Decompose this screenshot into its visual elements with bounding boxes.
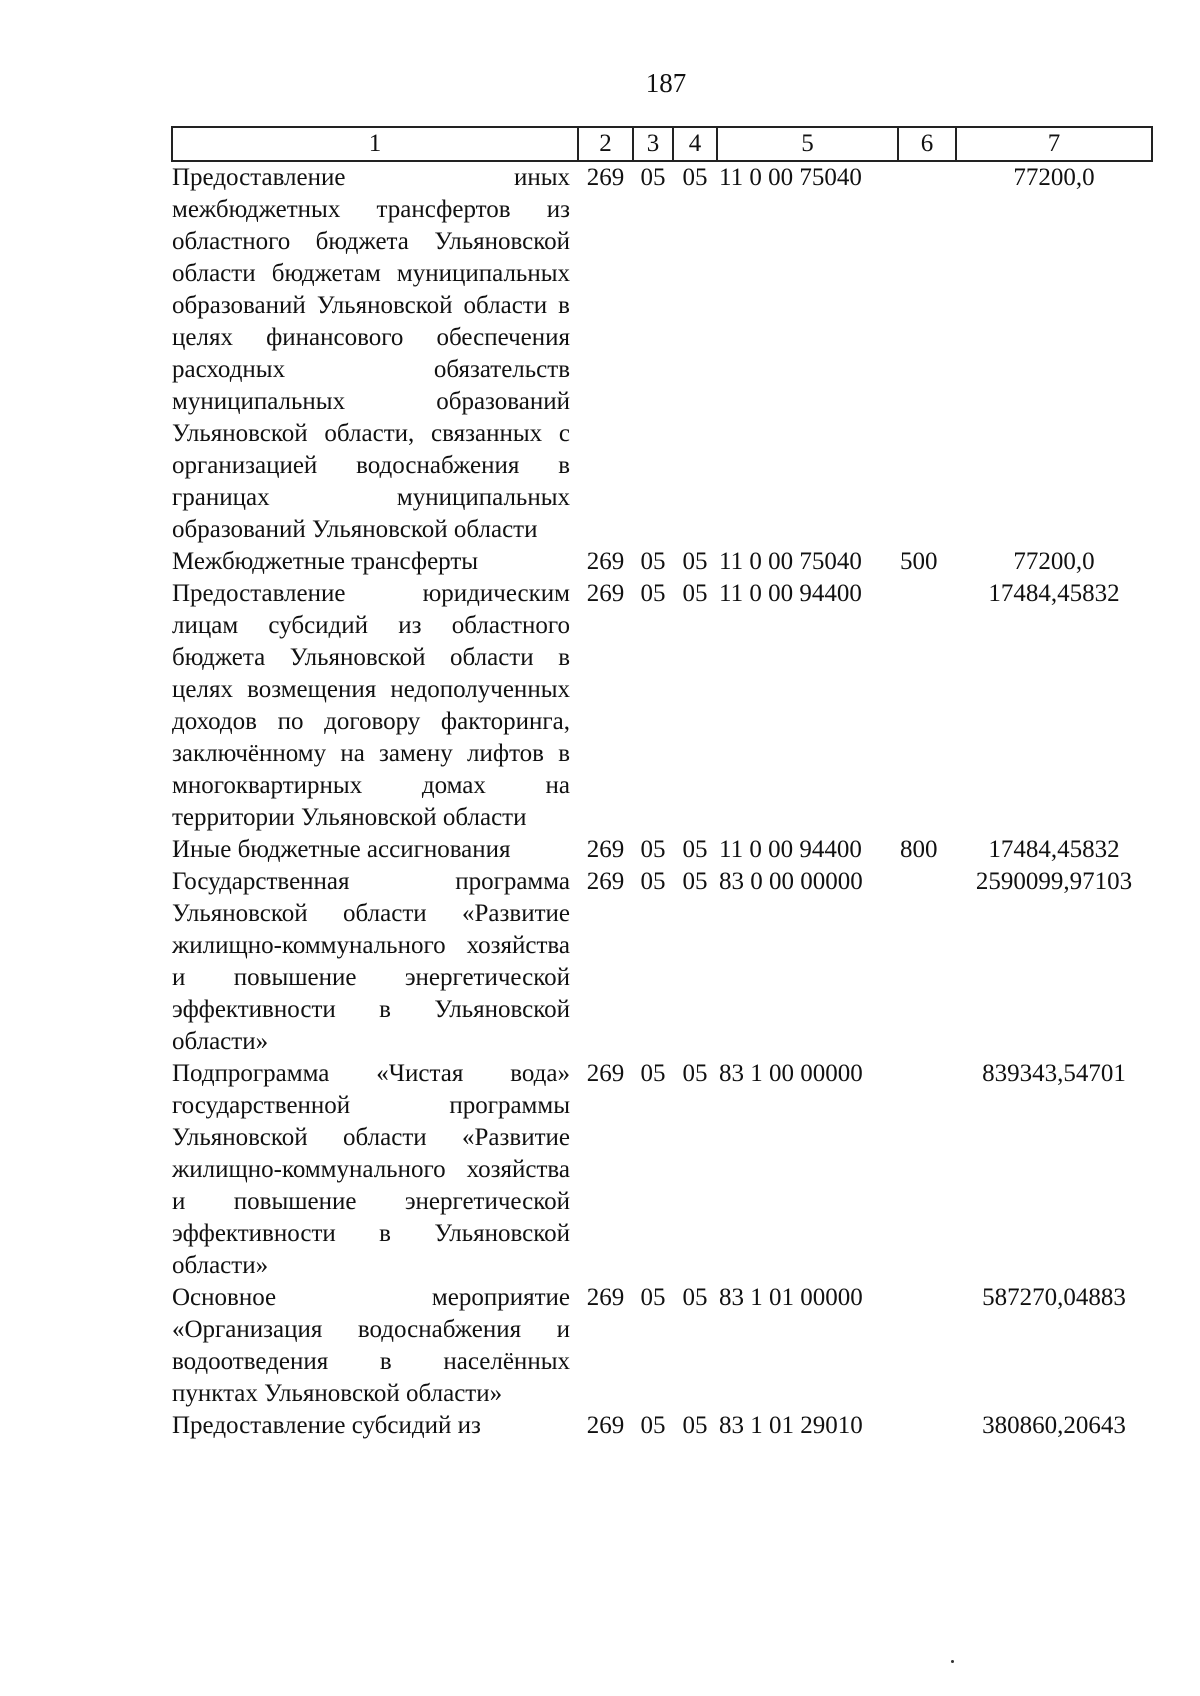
scan-speck (951, 1660, 954, 1663)
row-sum: 380860,20643 (982, 1412, 1126, 1439)
table-row (172, 161, 1152, 546)
row-gr: 269 (586, 868, 625, 895)
column-header: 7 (956, 127, 1152, 161)
table-row (172, 546, 1152, 578)
budget-table (171, 126, 1153, 1442)
column-header: 1 (172, 127, 578, 161)
row-pr: 05 (682, 1060, 708, 1087)
table-row (172, 1410, 1152, 1442)
row-name: Основное мероприятие «Организация водоснабжения и водоотведения в населённых пунктах Ульяновской области» (172, 1284, 570, 1407)
row-rz: 05 (640, 548, 666, 575)
row-csr: 11 0 00 75040 (719, 164, 862, 191)
row-sum: 77200,0 (1013, 164, 1095, 191)
row-csr: 83 1 01 00000 (719, 1284, 863, 1311)
row-pr: 05 (682, 164, 708, 191)
row-name: Государственная программа Ульяновской области «Развитие жилищно-коммунального хозяйства и повышение энергетической эффективности в Ульяновской области» (172, 868, 570, 1055)
row-csr: 11 0 00 75040 (719, 548, 862, 575)
row-vr (898, 1058, 956, 1282)
row-csr: 11 0 00 94400 (719, 580, 862, 607)
row-name: Предоставление субсидий из (172, 1412, 481, 1439)
page-number: 187 (645, 68, 687, 98)
row-pr: 05 (682, 548, 708, 575)
row-rz: 05 (640, 1284, 666, 1311)
row-sum: 2590099,97103 (975, 868, 1133, 895)
table-row (172, 1058, 1152, 1282)
row-name: Иные бюджетные ассигнования (172, 836, 511, 863)
column-header: 6 (898, 127, 956, 161)
row-name: Межбюджетные трансферты (172, 548, 479, 575)
row-pr: 05 (682, 836, 708, 863)
row-gr: 269 (586, 164, 625, 191)
row-sum: 17484,45832 (988, 580, 1120, 607)
row-pr: 05 (682, 1412, 708, 1439)
column-header: 2 (578, 127, 633, 161)
row-csr: 11 0 00 94400 (719, 836, 862, 863)
row-rz: 05 (640, 868, 666, 895)
row-sum: 587270,04883 (982, 1284, 1126, 1311)
row-gr: 269 (586, 1284, 625, 1311)
row-gr: 269 (586, 548, 625, 575)
row-vr: 500 (900, 548, 938, 575)
column-header: 3 (633, 127, 673, 161)
row-vr (898, 161, 956, 546)
row-sum: 17484,45832 (988, 836, 1120, 863)
row-gr: 269 (586, 1060, 625, 1087)
row-vr (898, 1410, 956, 1442)
row-name: Подпрограмма «Чистая вода» государственной программы Ульяновской области «Развитие жилищно-коммунального хозяйства и повышение энергетической эффективности в Ульяновской области» (172, 1060, 570, 1279)
row-sum: 839343,54701 (982, 1060, 1126, 1087)
row-vr (898, 1282, 956, 1410)
row-vr (898, 866, 956, 1058)
row-rz: 05 (640, 580, 666, 607)
column-header: 4 (673, 127, 717, 161)
row-rz: 05 (640, 1060, 666, 1087)
table-row (172, 578, 1152, 834)
row-csr: 83 0 00 00000 (719, 868, 863, 895)
row-rz: 05 (640, 836, 666, 863)
row-sum: 77200,0 (1013, 548, 1095, 575)
row-vr: 800 (900, 836, 938, 863)
table-row (172, 834, 1152, 866)
row-rz: 05 (640, 164, 666, 191)
row-pr: 05 (682, 1284, 708, 1311)
row-gr: 269 (586, 580, 625, 607)
table-header-row (172, 127, 1152, 161)
row-name: Предоставление иных межбюджетных трансфертов из областного бюджета Ульяновской области бюджетам муниципальных образований Ульяновской области в целях финансового обеспечения расходных обязательств муниципальных образований Ульяновской области, связанных с организацией водоснабжения в границах муниципальных образований Ульяновской области (172, 164, 570, 543)
column-header: 5 (717, 127, 898, 161)
row-name: Предоставление юридическим лицам субсидий из областного бюджета Ульяновской области в целях возмещения недополученных доходов по договору факторинга, заключённому на замену лифтов в многоквартирных домах на территории Ульяновской области (172, 580, 570, 831)
row-rz: 05 (640, 1412, 666, 1439)
row-vr (898, 578, 956, 834)
row-csr: 83 1 00 00000 (719, 1060, 863, 1087)
row-pr: 05 (682, 580, 708, 607)
row-csr: 83 1 01 29010 (719, 1412, 863, 1439)
table-row (172, 1282, 1152, 1410)
table-row (172, 866, 1152, 1058)
row-gr: 269 (586, 836, 625, 863)
row-gr: 269 (586, 1412, 625, 1439)
row-pr: 05 (682, 868, 708, 895)
